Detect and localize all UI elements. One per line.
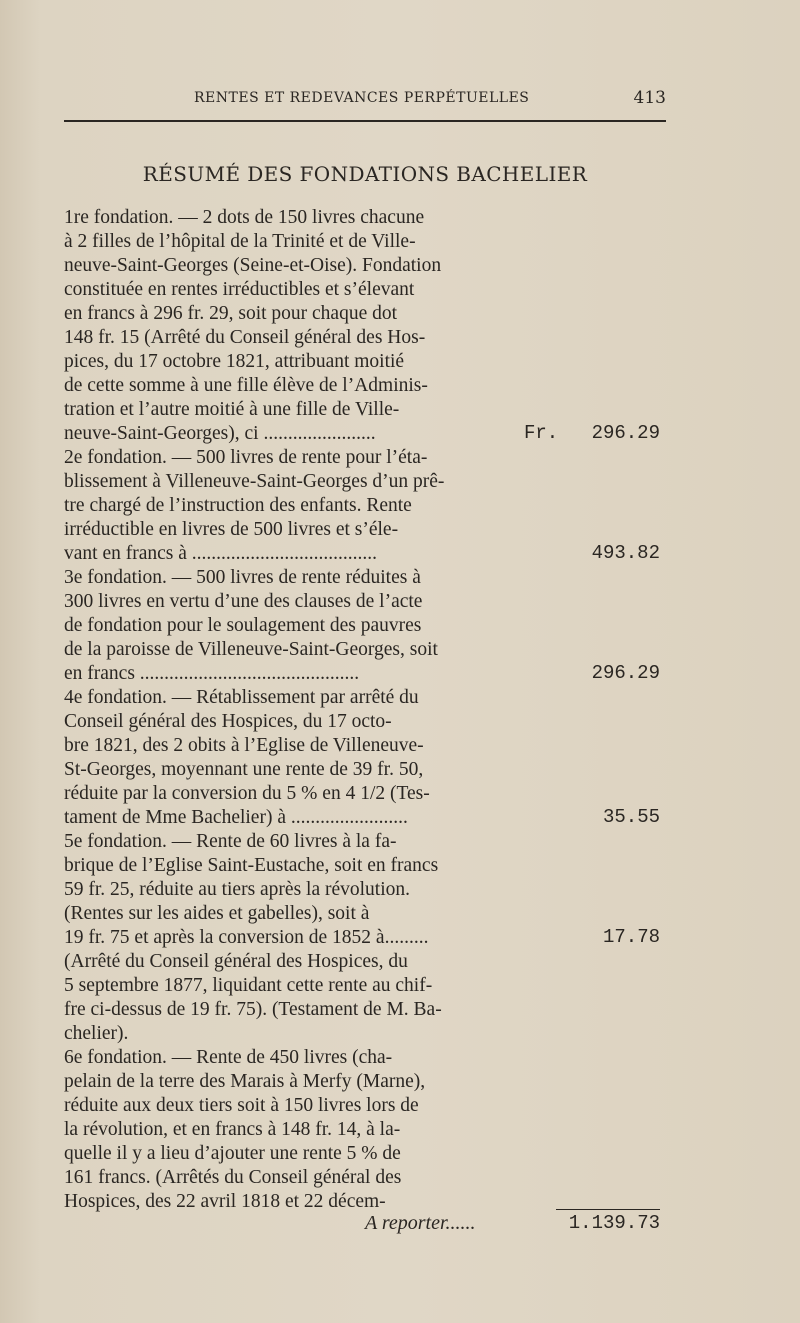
entry-line: 300 livres en vertu d’une des clauses de l’acte: [64, 591, 423, 612]
entry-line: à 2 filles de l’hôpital de la Trinité et de Ville-: [64, 231, 416, 252]
foundation-entry-2: [64, 446, 512, 566]
entry-line: 4e fondation. — Rétablissement par arrêté du: [64, 687, 419, 708]
amount-2: 493.82: [591, 542, 660, 564]
foundation-entry-5: [64, 830, 512, 950]
entry-line: réduite par la conversion du 5 % en 4 1/2 (Tes-: [64, 783, 430, 804]
entry-line: Conseil général des Hospices, du 17 octo-: [64, 711, 392, 732]
entry-line: neuve-Saint-Georges (Seine-et-Oise). Fondation: [64, 255, 442, 276]
entry-line: en francs .............................................: [64, 663, 360, 684]
entry-line: (Rentes sur les aides et gabelles), soit à: [64, 903, 370, 924]
entry-line: constituée en rentes irréductibles et s’élevant: [64, 279, 415, 300]
header-rule: [64, 120, 666, 122]
entry-line: chelier).: [64, 1023, 129, 1044]
entry-line: 1re fondation. — 2 dots de 150 livres chacune: [64, 207, 425, 228]
running-head: [64, 90, 666, 112]
entry-line: de cette somme à une fille élève de l’Adminis-: [64, 375, 428, 396]
page-number: 413: [633, 88, 666, 108]
entry-line: réduite aux deux tiers soit à 150 livres lors de: [64, 1095, 419, 1116]
entry-line: 148 fr. 15 (Arrêté du Conseil général des Hos-: [64, 327, 426, 348]
foundation-entry-3: [64, 566, 512, 686]
amount-4: 35.55: [602, 806, 660, 828]
entry-line: quelle il y a lieu d’ajouter une rente 5 % de: [64, 1143, 401, 1164]
entry-line: tre chargé de l’instruction des enfants. Rente: [64, 495, 412, 516]
entry-line: brique de l’Eglise Saint-Eustache, soit en francs: [64, 855, 439, 876]
entry-line: blissement à Villeneuve-Saint-Georges d’un prê-: [64, 471, 445, 492]
entry-line: 5 septembre 1877, liquidant cette rente au chif-: [64, 975, 433, 996]
total-rule: [556, 1209, 660, 1210]
entry-line: pelain de la terre des Marais à Merfy (Marne),: [64, 1071, 426, 1092]
entry-line: 2e fondation. — 500 livres de rente pour l’éta-: [64, 447, 428, 468]
amount-3: 296.29: [591, 662, 660, 684]
entry-line: 19 fr. 75 et après la conversion de 1852 à.........: [64, 927, 429, 948]
running-title: RENTES ET REDEVANCES PERPÉTUELLES: [194, 90, 530, 106]
entry-line: en francs à 296 fr. 29, soit pour chaque dot: [64, 303, 398, 324]
entry-line: irréductible en livres de 500 livres et s’éle-: [64, 519, 399, 540]
entry-line: neuve-Saint-Georges), ci .......................: [64, 423, 376, 444]
amount-1: 296.29: [591, 422, 660, 444]
foundation-entry-4: [64, 686, 512, 830]
entry-line: tration et l’autre moitié à une fille de Ville-: [64, 399, 400, 420]
entry-line: de la paroisse de Villeneuve-Saint-Georges, soit: [64, 639, 438, 660]
entry-line: pices, du 17 octobre 1821, attribuant moitié: [64, 351, 405, 372]
entry-line: Hospices, des 22 avril 1818 et 22 décem-: [64, 1191, 386, 1212]
entry-line: de fondation pour le soulagement des pauvres: [64, 615, 422, 636]
carry-forward-total: 1.139.73: [568, 1212, 660, 1234]
entry-line: (Arrêté du Conseil général des Hospices, du: [64, 951, 408, 972]
foundation-entry-1: [64, 206, 512, 446]
entry-line: St-Georges, moyennant une rente de 39 fr. 50,: [64, 759, 424, 780]
entry-line: 3e fondation. — 500 livres de rente réduites à: [64, 567, 421, 588]
currency-label: Fr.: [524, 422, 559, 444]
foundation-note: [64, 950, 512, 1046]
entry-line: vant en francs à ......................................: [64, 543, 378, 564]
section-title: RÉSUMÉ DES FONDATIONS BACHELIER: [142, 162, 588, 186]
entry-line: bre 1821, des 2 obits à l’Eglise de Villeneuve-: [64, 735, 424, 756]
entry-line: tament de Mme Bachelier) à ........................: [64, 807, 408, 828]
entry-line: 59 fr. 25, réduite au tiers après la révolution.: [64, 879, 411, 900]
entry-line: 5e fondation. — Rente de 60 livres à la fa-: [64, 831, 397, 852]
foundation-entry-6: [64, 1046, 512, 1214]
entry-line: fre ci-dessus de 19 fr. 75). (Testament de M. Ba-: [64, 999, 442, 1020]
entry-line: la révolution, et en francs à 148 fr. 14, à la-: [64, 1119, 401, 1140]
carry-forward-label: A reporter......: [365, 1212, 476, 1234]
amount-5: 17.78: [602, 926, 660, 948]
entry-line: 161 francs. (Arrêtés du Conseil général des: [64, 1167, 402, 1188]
entry-line: 6e fondation. — Rente de 450 livres (cha-: [64, 1047, 393, 1068]
